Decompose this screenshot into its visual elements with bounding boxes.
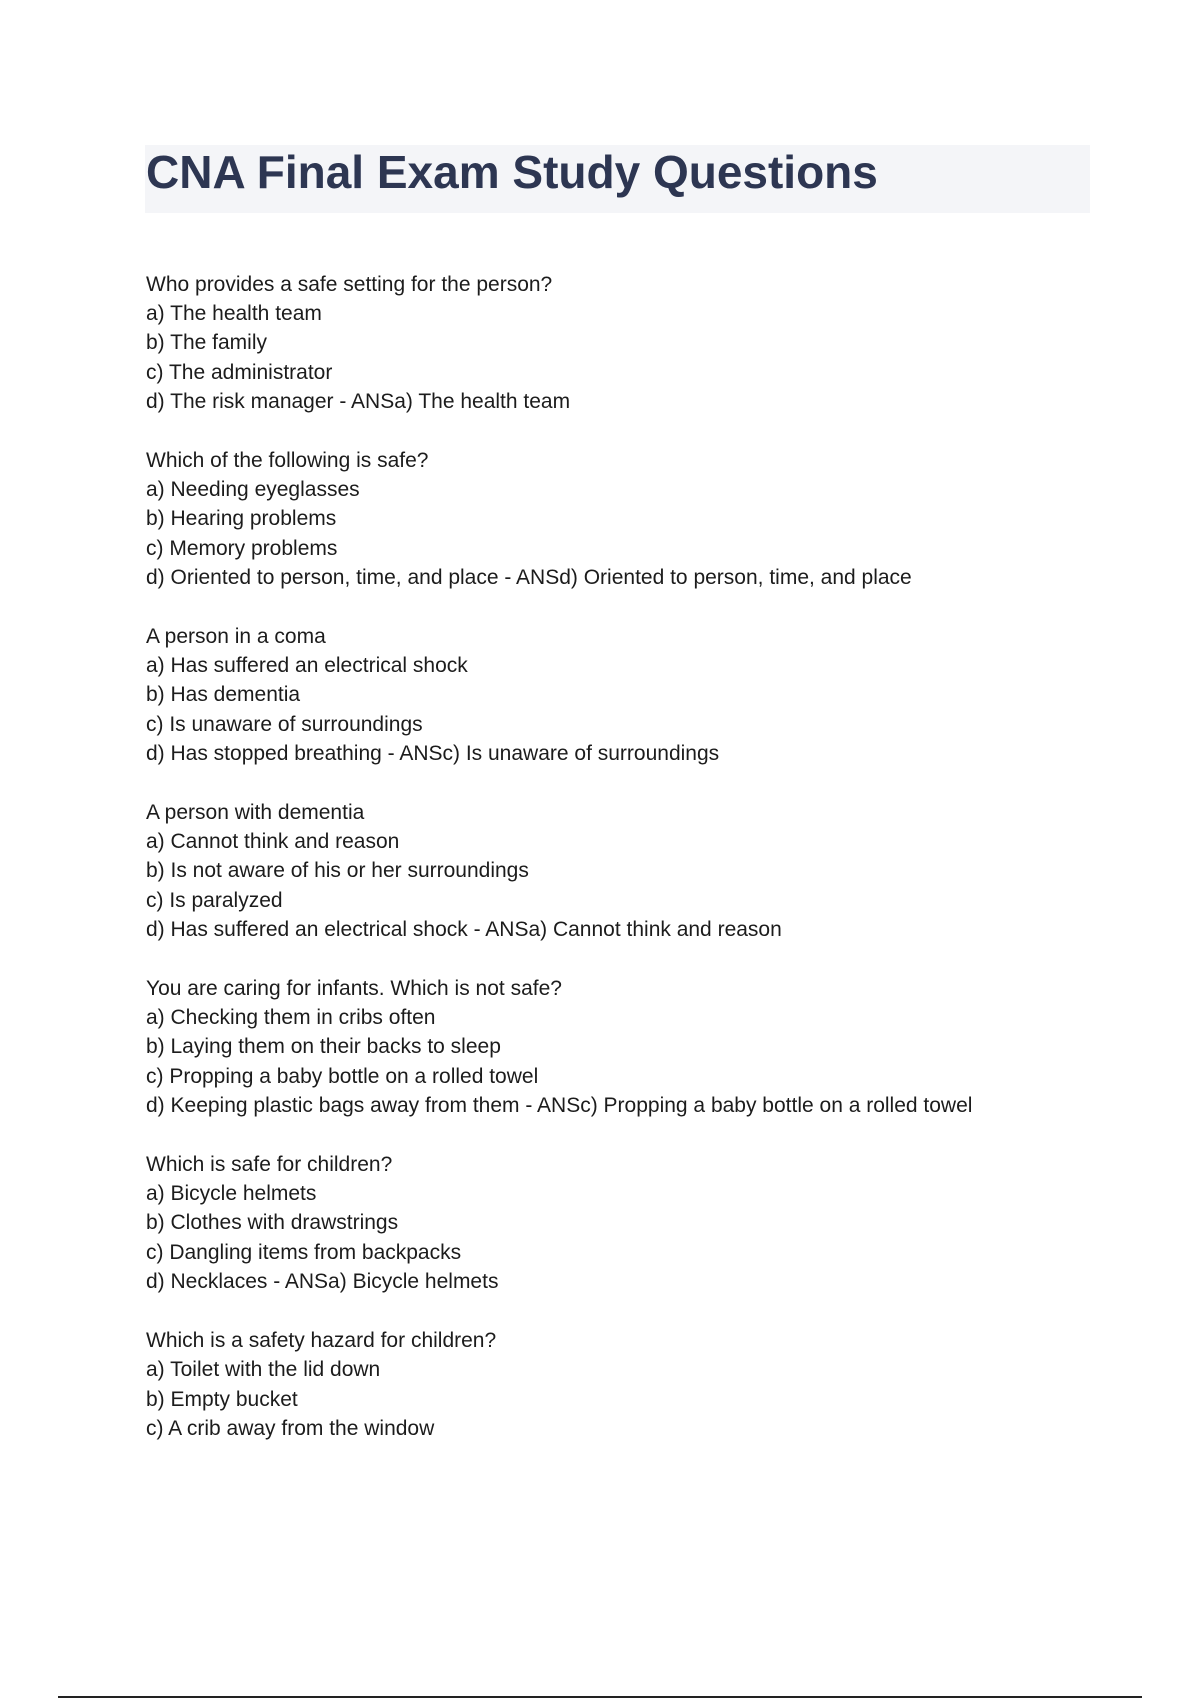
question-item xyxy=(146,798,1146,944)
answer-option: c) Memory problems xyxy=(146,536,338,560)
answer-option-with-key: d) Oriented to person, time, and place - ANSd) Oriented to person, time, and place xyxy=(146,565,912,589)
question-item xyxy=(146,622,1146,768)
answer-option-with-key: d) Necklaces - ANSa) Bicycle helmets xyxy=(146,1269,499,1293)
answer-option: a) The health team xyxy=(146,302,322,326)
question-item xyxy=(146,1326,1146,1443)
answer-option: b) Has dementia xyxy=(146,683,301,707)
answer-option: b) Is not aware of his or her surroundings xyxy=(146,859,529,883)
answer-option: b) Hearing problems xyxy=(146,507,337,531)
answer-option: c) Dangling items from backpacks xyxy=(146,1240,462,1264)
question-item xyxy=(146,1150,1146,1296)
answer-option: b) The family xyxy=(146,331,267,355)
answer-option-with-key: d) Has stopped breathing - ANSc) Is unaware of surroundings xyxy=(146,741,720,765)
answer-option: a) Checking them in cribs often xyxy=(146,1006,436,1030)
question-item xyxy=(146,270,1146,416)
answer-option: b) Empty bucket xyxy=(146,1387,298,1411)
question-prompt: A person with dementia xyxy=(146,801,365,825)
answer-option-with-key: d) The risk manager - ANSa) The health team xyxy=(146,389,571,413)
answer-option: b) Laying them on their backs to sleep xyxy=(146,1035,501,1059)
answer-option: a) Has suffered an electrical shock xyxy=(146,654,468,678)
question-list xyxy=(146,270,1146,1473)
answer-option: c) Is unaware of surroundings xyxy=(146,712,423,736)
question-item xyxy=(146,974,1146,1120)
answer-option: b) Clothes with drawstrings xyxy=(146,1211,399,1235)
answer-option-with-key: d) Keeping plastic bags away from them - ANSc) Propping a baby bottle on a rolled towel xyxy=(146,1093,973,1117)
question-prompt: Which of the following is safe? xyxy=(146,449,429,473)
answer-option: c) The administrator xyxy=(146,360,333,384)
page-title: CNA Final Exam Study Questions xyxy=(146,146,878,198)
question-prompt: A person in a coma xyxy=(146,625,326,649)
answer-option: c) A crib away from the window xyxy=(146,1416,435,1440)
question-item xyxy=(146,446,1146,592)
question-prompt: Which is a safety hazard for children? xyxy=(146,1329,497,1353)
answer-option: a) Needing eyeglasses xyxy=(146,478,360,502)
answer-option-with-key: d) Has suffered an electrical shock - ANSa) Cannot think and reason xyxy=(146,917,782,941)
footer-divider xyxy=(58,1696,1142,1698)
question-prompt: You are caring for infants. Which is not safe? xyxy=(146,977,562,1001)
question-prompt: Which is safe for children? xyxy=(146,1153,393,1177)
answer-option: c) Propping a baby bottle on a rolled towel xyxy=(146,1064,539,1088)
answer-option: a) Toilet with the lid down xyxy=(146,1358,381,1382)
question-prompt: Who provides a safe setting for the person? xyxy=(146,273,553,296)
answer-option: c) Is paralyzed xyxy=(146,888,283,912)
answer-option: a) Bicycle helmets xyxy=(146,1182,317,1206)
answer-option: a) Cannot think and reason xyxy=(146,830,400,854)
